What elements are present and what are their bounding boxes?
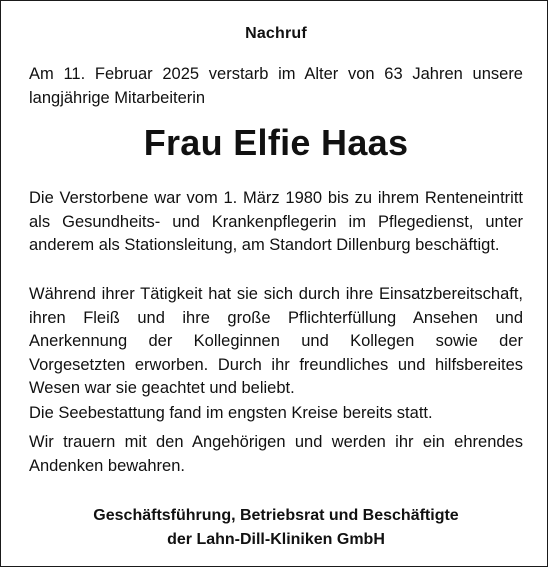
signature-line-2: der Lahn-Dill-Kliniken GmbH — [167, 531, 385, 548]
intro-text: Am 11. Februar 2025 verstarb im Alter von 63 Jahren unsere langjährige Mitarbeiterin — [29, 65, 523, 107]
signature-block — [1, 504, 550, 552]
deceased-name: Frau Elfie Haas — [143, 122, 409, 163]
paragraph-tribute: Während ihrer Tätigkeit hat sie sich durch ihre Einsatzbereitschaft, ihren Fleiß und ihre große Pflichterfüllung Ansehen und Anerkennung der Kolleginnen und Kollegen sowie der Vorgesetzten erworben. Durch ihr freundliches und hilfsbereites Wesen war sie geachtet und beliebt. — [29, 285, 523, 397]
notice-heading: Nachruf — [245, 25, 307, 42]
signature-line-1: Geschäftsführung, Betriebsrat und Beschäftigte — [93, 507, 459, 524]
paragraph-burial: Die Seebestattung fand im engsten Kreise bereits statt. — [29, 404, 433, 422]
paragraph-mourning: Wir trauern mit den Angehörigen und werden ihr ein ehrendes Andenken bewahren. — [29, 433, 523, 475]
paragraph-employment: Die Verstorbene war vom 1. März 1980 bis zu ihrem Renteneintritt als Gesundheits- und Krankenpflegerin im Pflegedienst, unter anderem als Stationsleitung, am Standort Dillenburg beschäftigt. — [29, 189, 523, 254]
